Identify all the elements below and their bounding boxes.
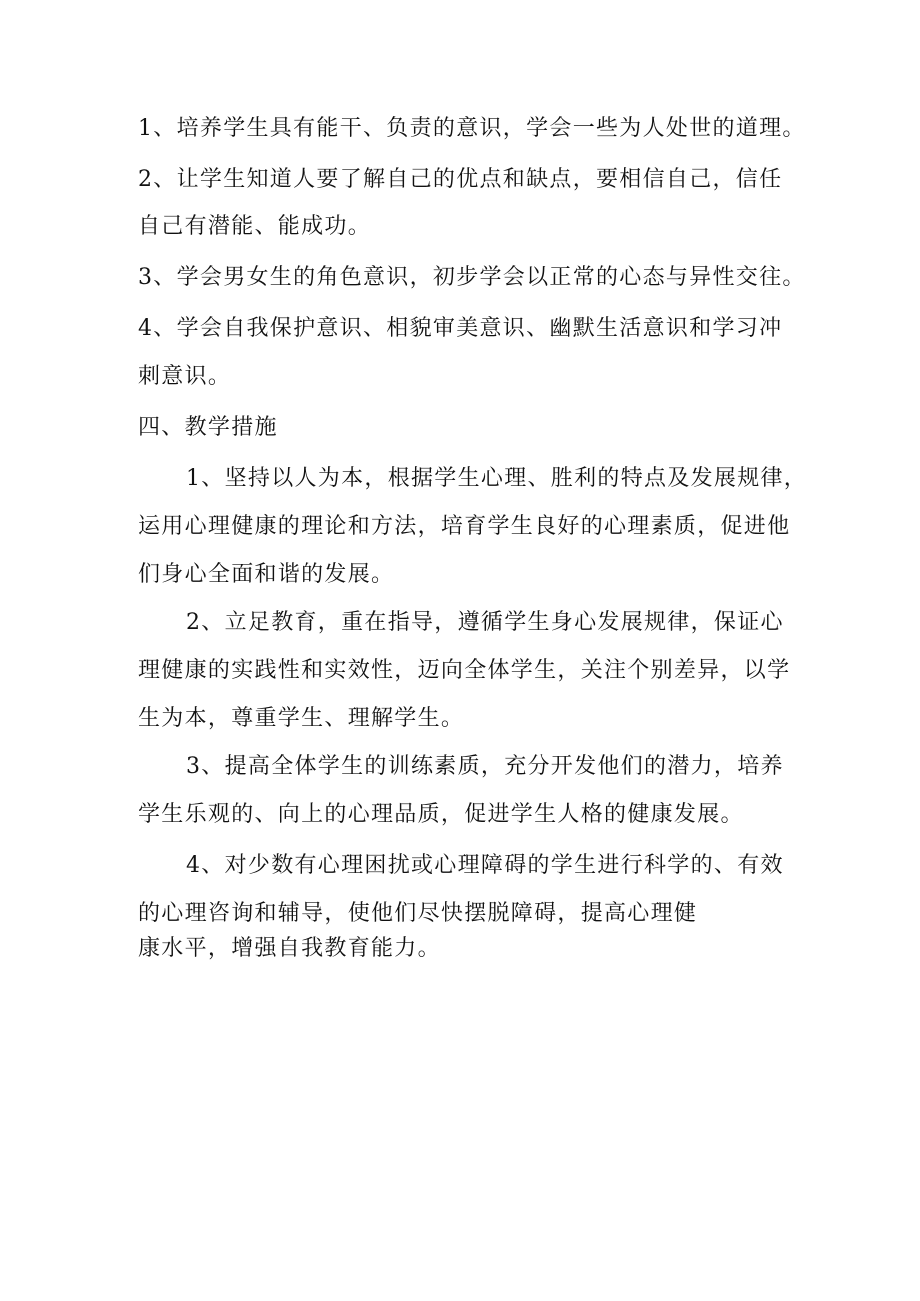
goal-item-2-line-1: 2、让学生知道人要了解自己的优点和缺点，要相信自己，信任 xyxy=(138,167,783,192)
measure-1-line-2: 运用心理健康的理论和方法，培育学生良好的心理素质，促进他 xyxy=(138,514,791,539)
section-heading-teaching-measures: 四、教学措施 xyxy=(138,415,278,440)
measure-4-line-1: 4、对少数有心理困扰或心理障碍的学生进行科学的、有效 xyxy=(186,853,784,878)
goal-item-3: 3、学会男女生的角色意识，初步学会以正常的心态与异性交往。 xyxy=(138,265,806,290)
measure-1-line-1: 1、坚持以人为本，根据学生心理、胜利的特点及发展规律， xyxy=(186,466,808,491)
measure-2-line-2: 理健康的实践性和实效性，迈向全体学生，关注个别差异，以学 xyxy=(138,658,791,683)
measure-4-line-2: 的心理咨询和辅导，使他们尽快摆脱障碍，提高心理健 xyxy=(138,901,698,926)
measure-3-line-1: 3、提高全体学生的训练素质，充分开发他们的潜力，培养 xyxy=(186,754,784,779)
measure-4-line-3: 康水平，增强自我教育能力。 xyxy=(138,936,441,961)
measure-3-line-2: 学生乐观的、向上的心理品质，促进学生人格的健康发展。 xyxy=(138,802,744,827)
goal-item-1: 1、培养学生具有能干、负责的意识，学会一些为人处世的道理。 xyxy=(138,116,806,141)
measure-2-line-1: 2、立足教育，重在指导，遵循学生身心发展规律，保证心 xyxy=(186,610,784,635)
goal-item-4-line-2: 刺意识。 xyxy=(138,364,232,389)
goal-item-2-line-2: 自己有潜能、能成功。 xyxy=(138,214,372,239)
measure-1-line-3: 们身心全面和谐的发展。 xyxy=(138,562,395,587)
measure-2-line-3: 生为本，尊重学生、理解学生。 xyxy=(138,706,465,731)
goal-item-4-line-1: 4、学会自我保护意识、相貌审美意识、幽默生活意识和学习冲 xyxy=(138,316,783,341)
